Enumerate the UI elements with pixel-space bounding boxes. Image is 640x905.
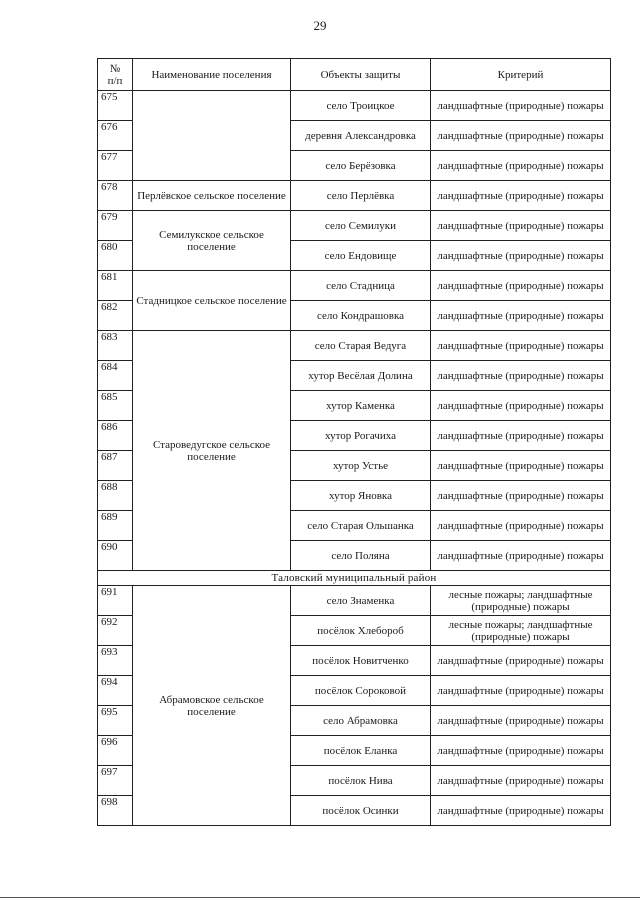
page-bottom-rule	[0, 897, 640, 898]
row-number: 698	[98, 796, 133, 826]
criterion: ландшафтные (природные) пожары	[431, 676, 611, 706]
protected-object: хутор Каменка	[291, 391, 431, 421]
district-heading: Таловский муниципальный район	[98, 571, 611, 586]
criterion: лесные пожары; ландшафтные (природные) пожары	[431, 586, 611, 616]
protected-object: посёлок Новитченко	[291, 646, 431, 676]
protected-object: село Троицкое	[291, 91, 431, 121]
protected-object: село Берёзовка	[291, 151, 431, 181]
row-number: 697	[98, 766, 133, 796]
protected-object: хутор Рогачиха	[291, 421, 431, 451]
criterion: ландшафтные (природные) пожары	[431, 241, 611, 271]
objects-table	[97, 58, 611, 826]
row-number: 694	[98, 676, 133, 706]
row-number: 695	[98, 706, 133, 736]
row-number: 675	[98, 91, 133, 121]
table-row	[98, 331, 611, 361]
criterion: ландшафтные (природные) пожары	[431, 361, 611, 391]
settlement-name: Семилукское сельское поселение	[133, 211, 291, 271]
criterion: ландшафтные (природные) пожары	[431, 481, 611, 511]
protected-object: хутор Весёлая Долина	[291, 361, 431, 391]
protected-object: село Стадница	[291, 271, 431, 301]
protected-object: село Перлёвка	[291, 181, 431, 211]
header-object: Объекты защиты	[291, 59, 431, 91]
criterion: ландшафтные (природные) пожары	[431, 121, 611, 151]
criterion: ландшафтные (природные) пожары	[431, 181, 611, 211]
row-number: 696	[98, 736, 133, 766]
settlement-name: Перлёвское сельское поселение	[133, 181, 291, 211]
district-row	[98, 571, 611, 586]
criterion: ландшафтные (природные) пожары	[431, 706, 611, 736]
criterion: ландшафтные (природные) пожары	[431, 91, 611, 121]
criterion: ландшафтные (природные) пожары	[431, 766, 611, 796]
row-number: 678	[98, 181, 133, 211]
row-number: 682	[98, 301, 133, 331]
criterion: ландшафтные (природные) пожары	[431, 736, 611, 766]
criterion: ландшафтные (природные) пожары	[431, 211, 611, 241]
row-number: 688	[98, 481, 133, 511]
protected-object: село Поляна	[291, 541, 431, 571]
protected-object: село Знаменка	[291, 586, 431, 616]
row-number: 687	[98, 451, 133, 481]
criterion: ландшафтные (природные) пожары	[431, 331, 611, 361]
table-header-row	[98, 59, 611, 91]
row-number: 681	[98, 271, 133, 301]
row-number: 689	[98, 511, 133, 541]
protected-object: село Старая Ольшанка	[291, 511, 431, 541]
protected-object: село Семилуки	[291, 211, 431, 241]
protected-object: село Ендовище	[291, 241, 431, 271]
settlement-name: Стадницкое сельское поселение	[133, 271, 291, 331]
protected-object: посёлок Еланка	[291, 736, 431, 766]
row-number: 679	[98, 211, 133, 241]
protected-object: посёлок Хлебороб	[291, 616, 431, 646]
table-row	[98, 271, 611, 301]
criterion: ландшафтные (природные) пожары	[431, 301, 611, 331]
table-row	[98, 211, 611, 241]
criterion: ландшафтные (природные) пожары	[431, 511, 611, 541]
row-number: 683	[98, 331, 133, 361]
header-num: № п/п	[98, 59, 133, 91]
criterion: ландшафтные (природные) пожары	[431, 151, 611, 181]
criterion: ландшафтные (природные) пожары	[431, 271, 611, 301]
protected-object: деревня Александровка	[291, 121, 431, 151]
protected-object: хутор Яновка	[291, 481, 431, 511]
protected-object: село Абрамовка	[291, 706, 431, 736]
row-number: 676	[98, 121, 133, 151]
table-row	[98, 181, 611, 211]
table-row	[98, 586, 611, 616]
row-number: 692	[98, 616, 133, 646]
row-number: 677	[98, 151, 133, 181]
row-number: 693	[98, 646, 133, 676]
row-number: 686	[98, 421, 133, 451]
criterion: ландшафтные (природные) пожары	[431, 646, 611, 676]
settlement-name: Абрамовское сельское поселение	[133, 586, 291, 826]
settlement-name	[133, 91, 291, 181]
criterion: ландшафтные (природные) пожары	[431, 796, 611, 826]
protected-object: село Старая Ведуга	[291, 331, 431, 361]
criterion: ландшафтные (природные) пожары	[431, 391, 611, 421]
criterion: ландшафтные (природные) пожары	[431, 421, 611, 451]
table-row	[98, 91, 611, 121]
header-criterion: Критерий	[431, 59, 611, 91]
row-number: 691	[98, 586, 133, 616]
header-settlement: Наименование поселения	[133, 59, 291, 91]
row-number: 685	[98, 391, 133, 421]
protected-object: посёлок Нива	[291, 766, 431, 796]
page-number: 29	[313, 18, 327, 33]
criterion: лесные пожары; ландшафтные (природные) пожары	[431, 616, 611, 646]
protected-object: посёлок Осинки	[291, 796, 431, 826]
protected-object: хутор Устье	[291, 451, 431, 481]
row-number: 690	[98, 541, 133, 571]
settlement-name: Староведугское сельское поселение	[133, 331, 291, 571]
protected-object: село Кондрашовка	[291, 301, 431, 331]
criterion: ландшафтные (природные) пожары	[431, 451, 611, 481]
protected-object: посёлок Сороковой	[291, 676, 431, 706]
row-number: 680	[98, 241, 133, 271]
row-number: 684	[98, 361, 133, 391]
criterion: ландшафтные (природные) пожары	[431, 541, 611, 571]
